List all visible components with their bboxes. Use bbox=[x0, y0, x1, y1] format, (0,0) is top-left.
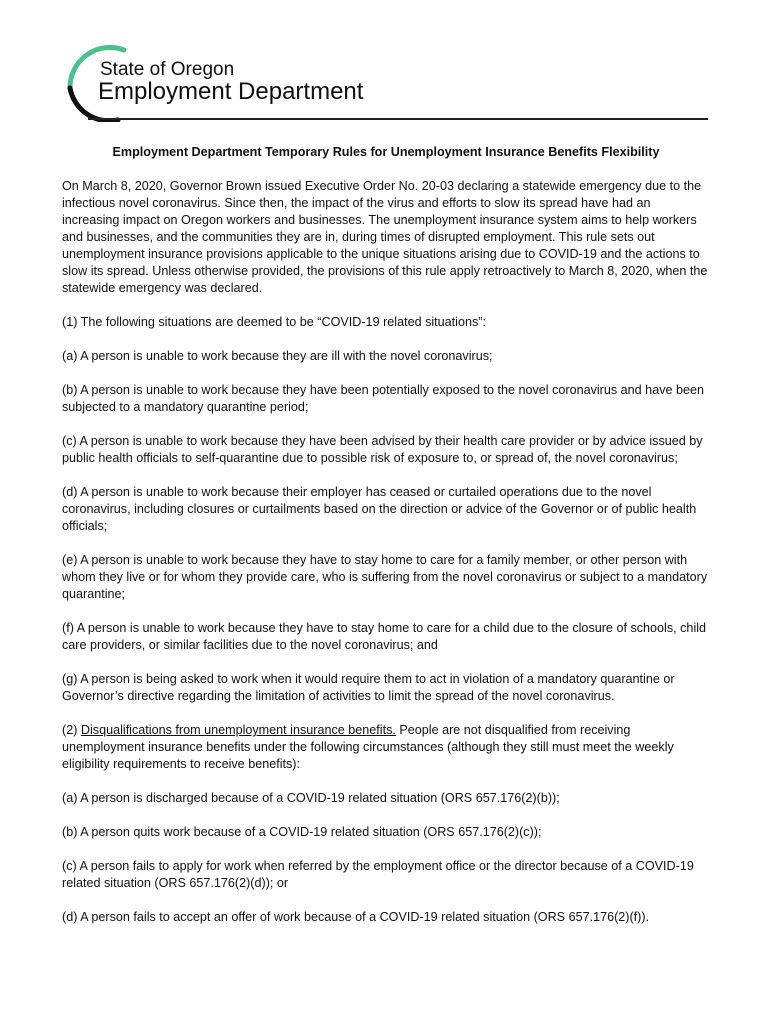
org-name-line1: State of Oregon bbox=[100, 59, 235, 80]
section1-item-e: (e) A person is unable to work because they have to stay home to care for a family member, or other person with whom they live or for whom they provide care, who is suffering from the novel coronavirus or subject to a mandatory quarantine; bbox=[62, 553, 708, 601]
section2-item-a: (a) A person is discharged because of a COVID-19 related situation (ORS 657.176(2)(b)); bbox=[62, 791, 560, 805]
document-body bbox=[62, 144, 710, 943]
intro-paragraph: On March 8, 2020, Governor Brown issued Executive Order No. 20-03 declaring a statewide emergency due to the infectious novel coronavirus. Since then, the impact of the virus and efforts to slow its spread have had an increasing impact on Oregon workers and businesses. The unemployment insurance system aims to help workers and businesses, and the communities they are in, during times of disrupted employment. This rule sets out unemployment insurance provisions applicable to the unique situations arising due to COVID-19 and the actions to slow its spread. Unless otherwise provided, the provisions of this rule apply retroactively to March 8, 2020, when the statewide emergency was declared. bbox=[62, 179, 708, 295]
org-name-line2: Employment Department bbox=[98, 78, 364, 105]
header-divider bbox=[88, 118, 708, 120]
section2-item-b: (b) A person quits work because of a COVID-19 related situation (ORS 657.176(2)(c)); bbox=[62, 825, 542, 839]
section1-item-c: (c) A person is unable to work because they have been advised by their health care provider or by advice issued by public health officials to self-quarantine due to possible risk of exposure to, or spread of, the novel coronavirus; bbox=[62, 434, 703, 465]
section2-item-c: (c) A person fails to apply for work when referred by the employment office or the director because of a COVID-19 related situation (ORS 657.176(2)(d)); or bbox=[62, 859, 694, 890]
section2-prefix: (2) bbox=[62, 723, 81, 737]
document-header bbox=[62, 40, 712, 122]
section1-item-d: (d) A person is unable to work because their employer has ceased or curtailed operations due to the novel coronavirus, including closures or curtailments based on the direction or advice of the Governor or of public health officials; bbox=[62, 485, 697, 533]
section1-item-b: (b) A person is unable to work because they have been potentially exposed to the novel coronavirus and have been subjected to a mandatory quarantine period; bbox=[62, 383, 705, 414]
section2-paragraph bbox=[62, 722, 710, 773]
section1-item-g: (g) A person is being asked to work when it would require them to act in violation of a mandatory quarantine or Governor’s directive regarding the limitation of activities to limit the spread of the novel coronavirus. bbox=[62, 672, 675, 703]
section1-item-f: (f) A person is unable to work because they have to stay home to care for a child due to the closure of schools, child care providers, or similar facilities due to the novel coronavirus; and bbox=[62, 621, 707, 652]
section2-text: People are not disqualified from receiving unemployment insurance benefits under the following circumstances (although they still must meet the weekly eligibility requirements to receive benefits): bbox=[62, 723, 674, 771]
section1-item-a: (a) A person is unable to work because they are ill with the novel coronavirus; bbox=[62, 349, 493, 363]
section2-item-d: (d) A person fails to accept an offer of work because of a COVID-19 related situation (ORS 657.176(2)(f)). bbox=[62, 910, 650, 924]
section1-heading: (1) The following situations are deemed to be “COVID-19 related situations”: bbox=[62, 315, 486, 329]
section2-heading: Disqualifications from unemployment insurance benefits. bbox=[80, 723, 396, 737]
document-title: Employment Department Temporary Rules for Unemployment Insurance Benefits Flexibility bbox=[112, 145, 660, 159]
